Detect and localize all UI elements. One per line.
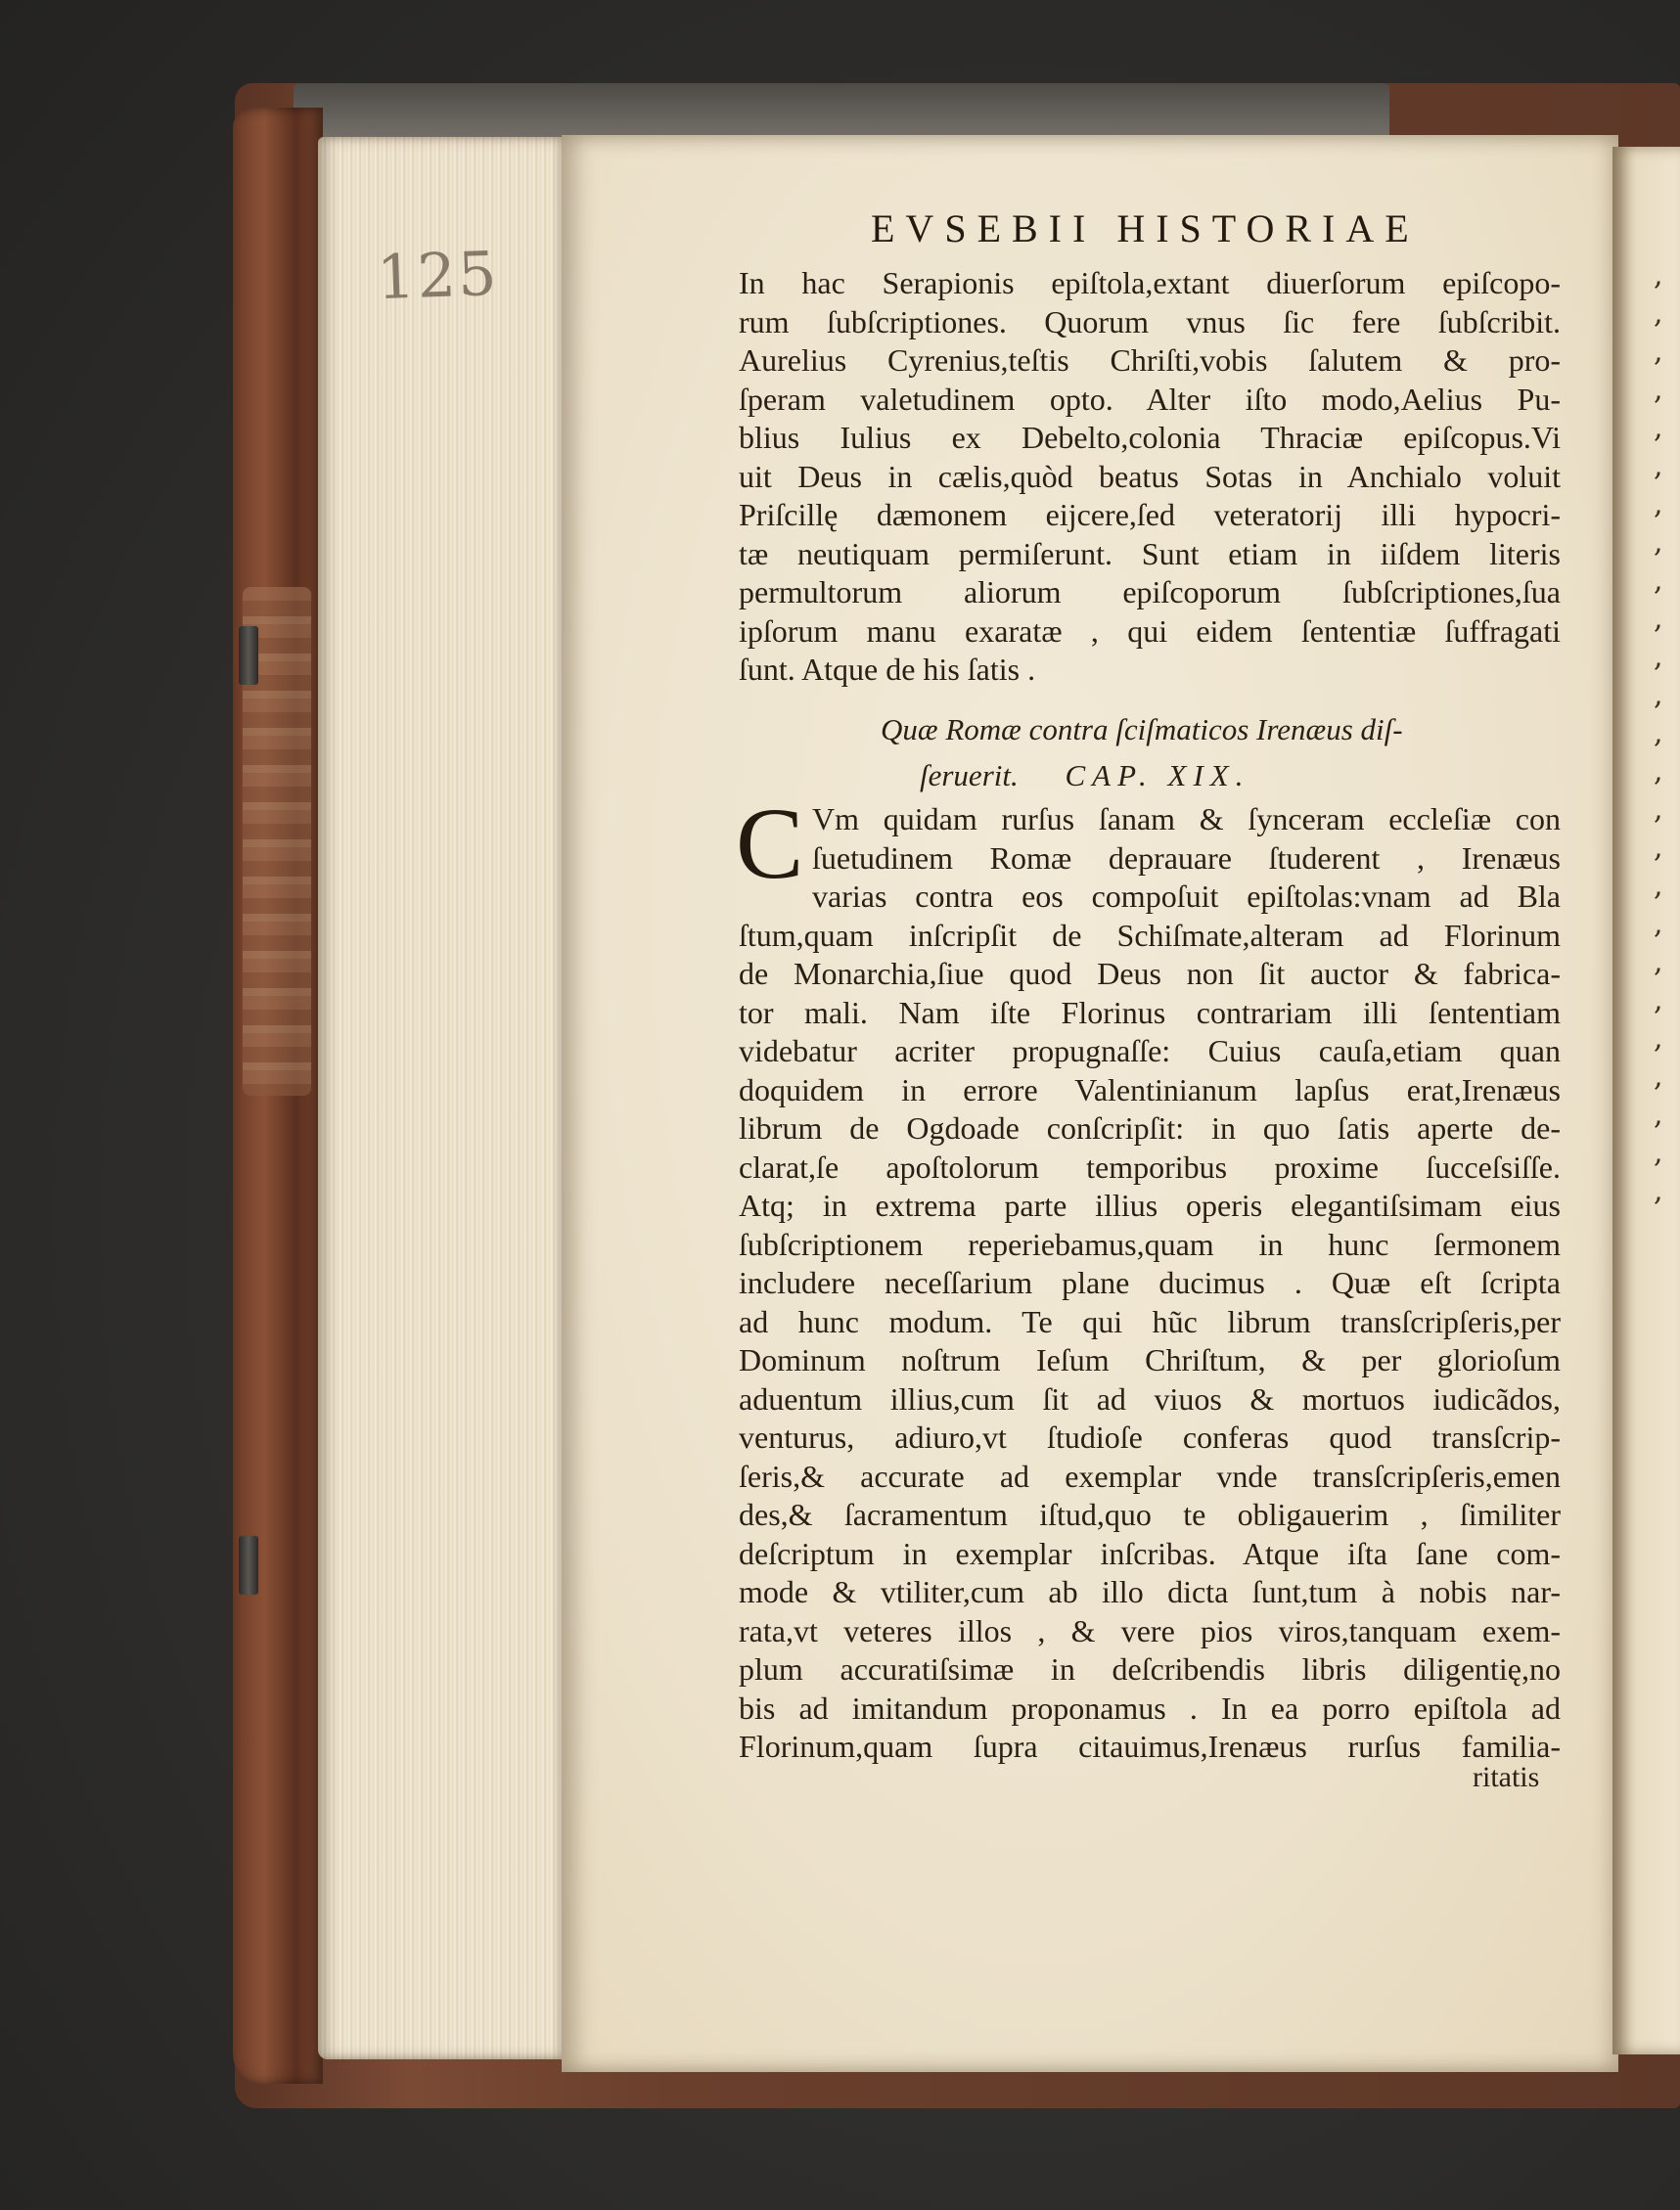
text-line: rum ſubſcriptiones. Quorum vnus ſic fere ſubſcribit. <box>739 303 1561 339</box>
gutter-mark: , <box>1654 602 1663 636</box>
text-line: ſubſcriptionem reperiebamus,quam in hunc ſermonem <box>739 1226 1561 1262</box>
clasp-hinge-upper <box>239 626 258 685</box>
text-line: includere neceſſarium plane ducimus . Quæ eſt ſcripta <box>739 1265 1561 1300</box>
gutter-mark: , <box>1654 564 1663 598</box>
gutter-mark: , <box>1654 525 1663 560</box>
text-line: In hac Serapionis epiſtola,extant diuerſorum epiſcopo- <box>739 265 1561 300</box>
text-line: Atq; in extrema parte illius operis elegantiſsimam eius <box>739 1188 1561 1223</box>
text-line: permultorum aliorum epiſcoporum ſubſcriptiones,ſua <box>739 574 1561 609</box>
catchword: ritatis <box>1473 1761 1540 1793</box>
text-line: venturus, adiuro,vt ſtudioſe conferas quod transſcrip- <box>739 1420 1561 1455</box>
text-line: ipſorum manu exaratæ , qui eidem ſententiæ ſuffragati <box>739 612 1561 649</box>
text-line: doquidem in errore Valentinianum lapſus erat,Irenæus <box>739 1071 1561 1107</box>
gutter-mark: , <box>1654 449 1663 483</box>
text-line: ſtum,quam inſcripſit de Schiſmate,alteram ad Florinum <box>739 917 1561 953</box>
text-line: ſperam valetudinem opto. Alter iſto modo,Aelius Pu- <box>739 381 1561 417</box>
drop-cap: C <box>736 788 804 900</box>
text-line: de Monarchia,ſiue quod Deus non ſit auctor & fabrica- <box>739 956 1561 991</box>
paragraph-irenaeus <box>739 800 1561 1767</box>
text-line: Dominum noſtrum Ieſum Chriſtum, & per glorioſum <box>739 1342 1561 1377</box>
gutter-mark: , <box>1654 640 1663 674</box>
text-line: ſeris,& accurate ad exemplar vnde transſcripſeris,emen <box>739 1458 1561 1494</box>
gutter-mark: , <box>1654 1136 1663 1170</box>
text-line: des,& ſacramentum iſtud,quo te obligauerim , ſimiliter <box>739 1497 1561 1532</box>
gutter-mark: , <box>1654 716 1663 750</box>
text-line: Vm quidam rurſus ſanam & ſynceram eccleſiæ con <box>812 801 1561 836</box>
text-line: rata,vt veteres illos , & vere pios viros,tanquam exem- <box>739 1612 1561 1648</box>
text-line: librum de Ogdoade conſcripſit: in quo ſatis aperte de- <box>739 1110 1561 1146</box>
gutter-mark: , <box>1654 945 1663 979</box>
gutter-mark: , <box>1654 983 1663 1017</box>
running-head: EVSEBII HISTORIAE <box>871 206 1420 250</box>
text-line: uit Deus in cælis,quòd beatus Sotas in Anchialo voluit <box>739 458 1561 494</box>
text-line: videbatur acriter propugnaſſe: Cuius cauſa,etiam quan <box>739 1033 1561 1068</box>
text-line: ſuetudinem Romæ deprauare ſtuderent , Irenæus <box>812 839 1561 876</box>
chapter-number: CAP. XIX. <box>1065 758 1250 792</box>
text-line: ſunt. Atque de his ſatis . <box>739 652 1036 687</box>
gutter-mark: , <box>1654 754 1663 789</box>
text-line: tæ neutiquam permiſerunt. Sunt etiam in iiſdem literis <box>739 535 1561 571</box>
gutter-mark: , <box>1654 1098 1663 1132</box>
facing-page-marks <box>1654 256 1673 1210</box>
text-line: deſcriptum in exemplar inſcribas. Atque iſta ſane com- <box>739 1535 1561 1571</box>
text-line: Aurelius Cyrenius,teſtis Chriſti,vobis ſalutem & pro- <box>739 342 1561 378</box>
gutter-mark: , <box>1654 1060 1663 1094</box>
text-line: plum accuratiſsimæ in deſcribendis libris diligentię,no <box>739 1651 1561 1687</box>
clasp-hinge-lower <box>239 1536 258 1595</box>
leather-spine <box>233 108 323 2084</box>
text-line: mode & vtiliter,cum ab illo dicta ſunt,tum à nobis nar- <box>739 1574 1561 1609</box>
gutter-mark: , <box>1654 1021 1663 1056</box>
paragraph-serapion <box>739 264 1561 690</box>
text-line: blius Iulius ex Debelto,colonia Thraciæ epiſcopus.Vi <box>739 420 1561 455</box>
gutter-mark: , <box>1654 1174 1663 1208</box>
text-line: tor mali. Nam iſte Florinus contrariam illi ſententiam <box>739 994 1561 1030</box>
chapter-title-line-2: ſeruerit. <box>920 758 1019 792</box>
chapter-heading <box>881 706 1429 798</box>
gutter-mark: , <box>1654 869 1663 903</box>
chapter-title-line-2-row <box>881 752 1429 798</box>
text-line: Priſcillę dæmonem eijcere,ſed veteratorij illi hypocri- <box>739 497 1561 532</box>
page-block-edge <box>318 137 563 2059</box>
gutter-mark: , <box>1654 487 1663 521</box>
gutter-mark: , <box>1654 335 1663 369</box>
gutter-mark: , <box>1654 831 1663 865</box>
gutter-mark: , <box>1654 258 1663 293</box>
text-line: clarat,ſe apoſtolorum temporibus proxime ſucceſsiſſe. <box>739 1149 1561 1185</box>
text-line: bis ad imitandum proponamus . In ea porro epiſtola ad <box>739 1690 1561 1726</box>
gutter-mark: , <box>1654 373 1663 407</box>
gutter-mark: , <box>1654 678 1663 712</box>
text-line: Florinum,quam ſupra citauimus,Irenæus rurſus familia- <box>739 1729 1561 1764</box>
page-block-number: 125 <box>375 237 500 314</box>
gutter-mark: , <box>1654 411 1663 445</box>
gutter-mark: , <box>1654 907 1663 941</box>
gutter-mark: , <box>1654 792 1663 827</box>
gutter-mark: , <box>1654 296 1663 331</box>
text-line: varias contra eos compoſuit epiſtolas:vnam ad Bla <box>812 879 1561 914</box>
text-line: ad hunc modum. Te qui hũc librum transſcripſeris,per <box>739 1303 1561 1339</box>
text-line: aduentum illius,cum ſit ad viuos & mortuos iudicãdos, <box>739 1380 1561 1417</box>
chapter-title-line-1: Quæ Romæ contra ſciſmaticos Irenæus diſ- <box>881 712 1403 746</box>
